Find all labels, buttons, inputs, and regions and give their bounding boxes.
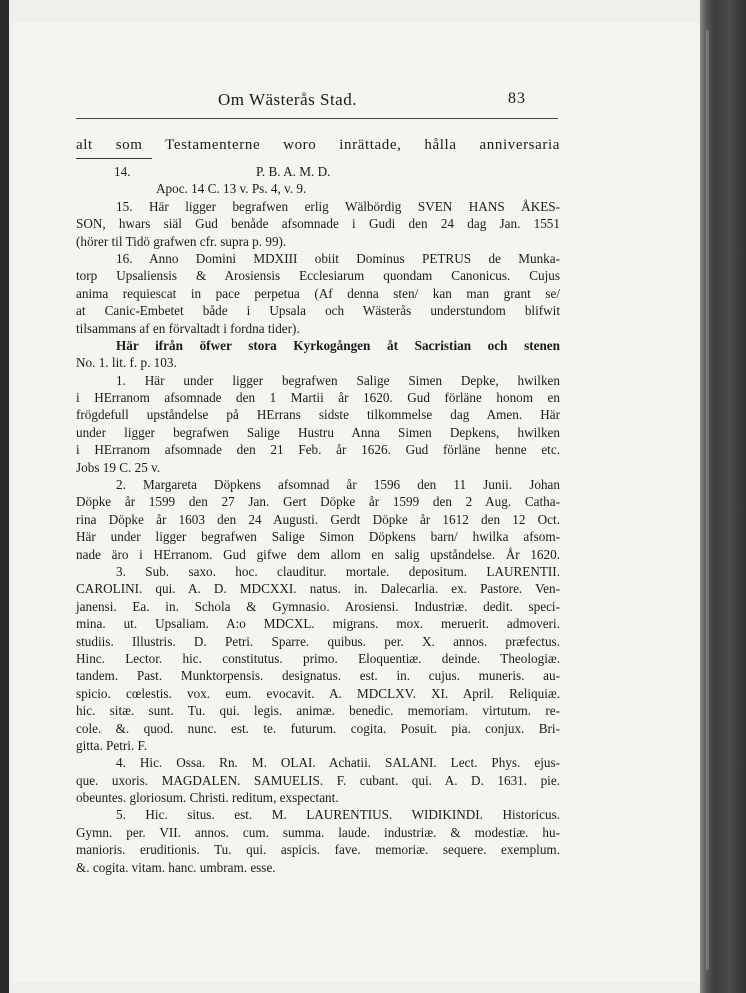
text-line: i HErranom afsomnade den 1 Martii år 1620. Gud förläne honom en: [76, 390, 560, 406]
text-line: studiis. Illustris. D. Petri. Sparre. quibus. per. X. annos. præfectus.: [76, 633, 560, 649]
header-rule: [76, 118, 558, 119]
page-body: [76, 134, 560, 876]
text-line: CAROLINI. qui. A. D. MDCXXI. natus. in. Dalecarlia. ex. Pastore. Ven-: [76, 581, 560, 597]
page-number: 83: [508, 90, 526, 107]
text-line: (hörer til Tidö grafwen cfr. supra p. 99).: [76, 233, 287, 249]
text-line: torp Upsaliensis & Arosiensis Ecclesiarum quondam Canonicus. Cujus: [76, 268, 560, 284]
inscription-heading: P. B. A. M. D.: [256, 164, 331, 179]
text-line: No. 1. lit. f. p. 103.: [76, 355, 177, 371]
text-line: spicio. cœlestis. vox. eum. evocavit. A. MDCLXV. XI. April. Reliquiæ.: [76, 685, 560, 701]
text-line: under ligger begrafwen Salige Hustru Anna Simen Depkens, hwilken: [76, 424, 560, 440]
text-line: obeuntes. gloriosum. Christi. reditum, exspectant.: [76, 790, 339, 806]
spine-highlight: [706, 30, 709, 970]
text-line: &. cogita. vitam. hanc. umbram. esse.: [76, 859, 276, 875]
text-line: 4. Hic. Ossa. Rn. M. OLAI. Achatii. SALANI. Lect. Phys. ejus-: [116, 755, 560, 771]
inscription-number: 14. P. B. A. M. D.: [114, 164, 331, 179]
text-line: Hinc. Lector. hic. constitutus. primo. Eloquentiæ. deinde. Theologiæ.: [76, 650, 560, 666]
text-line: at Canic-Embetet både i Upsala och Wästerås understundom blifwit: [76, 303, 560, 319]
text-line: i HErranom afsomnade den 21 Feb. år 1626. Gud förläne henne etc.: [76, 442, 560, 458]
text-line: alt som Testamenterne woro inrättade, hålla anniversaria: [76, 137, 560, 153]
text-line: mina. ut. Upsaliam. A:o MDCXL. migrans. mox. meruerit. admoveri.: [76, 616, 560, 632]
text-line: Apoc. 14 C. 13 v. Ps. 4, v. 9.: [156, 181, 307, 197]
text-line: Döpke år 1599 den 27 Jan. Gert Döpke år 1599 den 2 Aug. Catha-: [76, 494, 560, 510]
text-line: cole. &. quod. nunc. est. te. futurum. cogita. Posuit. pia. conjux. Bri-: [76, 720, 560, 736]
text-line: 1. Här under ligger begrafwen Salige Simen Depke, hwilken: [116, 372, 560, 388]
text-line: tilsammans af en förvaltadt i fordna tider).: [76, 320, 300, 336]
text-line: Här under ligger begrafwen Salige Simon Döpkens barn/ hwilka afsom-: [76, 529, 560, 545]
text-line: SON, hwars siäl Gud benåde afsomnade i Gudi den 24 dag Jan. 1551: [76, 216, 560, 232]
text-line: frögdefull upståndelse på HErrans sidste tilkommelse dag Amen. Här: [76, 407, 560, 423]
text-line: manioris. eruditionis. Tu. qui. aspicis. fave. memoriæ. sequere. exemplum.: [76, 842, 560, 858]
text-line: Jobs 19 C. 25 v.: [76, 459, 161, 475]
text-line: hic. sitæ. sunt. Tu. qui. legis. animæ. benedic. memoriam. virtutum. re-: [76, 703, 560, 719]
text-line: anima requiescat in pace perpetua (Af denna sten/ kan man grant se/: [76, 285, 560, 301]
text-line: Gymn. per. VII. annos. cum. summa. laude. industriæ. & modestiæ. hu-: [76, 824, 560, 840]
left-edge-shadow: [0, 0, 9, 993]
text-line: rina Döpke år 1603 den 24 Augusti. Gerdt Döpke år 1612 den 12 Oct.: [76, 511, 560, 527]
text-line: 16. Anno Domini MDXIII obiit Dominus PETRUS de Munka-: [116, 250, 560, 266]
text-line: 2. Margareta Döpkens afsomnad år 1596 den 11 Junii. Johan: [116, 477, 560, 493]
text-line: gitta. Petri. F.: [76, 737, 148, 753]
text-line: 15. Här ligger begrafwen erlig Wälbördig SVEN HANS ÅKES-: [116, 198, 560, 214]
text-line: 5. Hic. situs. est. M. LAURENTIUS. WIDIKINDI. Historicus.: [116, 807, 560, 823]
text-line: janensi. Ea. in. Schola & Gymnasio. Arosiensi. Industriæ. dedit. speci-: [76, 598, 560, 614]
section-rule: [76, 158, 152, 159]
text-line: 3. Sub. saxo. hoc. clauditur. mortale. depositum. LAURENTII.: [116, 563, 560, 579]
text-line: tandem. Past. Munktorpensis. designatus. est. in. cujus. muneris. au-: [76, 668, 560, 684]
text-line: nade äro i HErranom. Gud gifwe dem allom en salig upståndelse. År 1620.: [76, 546, 560, 562]
text-line: que. uxoris. MAGDALEN. SAMUELIS. F. cubant. qui. A. D. 1631. pie.: [76, 772, 560, 788]
running-header-title: Om Wästerås Stad.: [218, 90, 357, 109]
section-heading: Här ifrån öfwer stora Kyrkogången åt Sacristian och stenen: [116, 337, 560, 353]
